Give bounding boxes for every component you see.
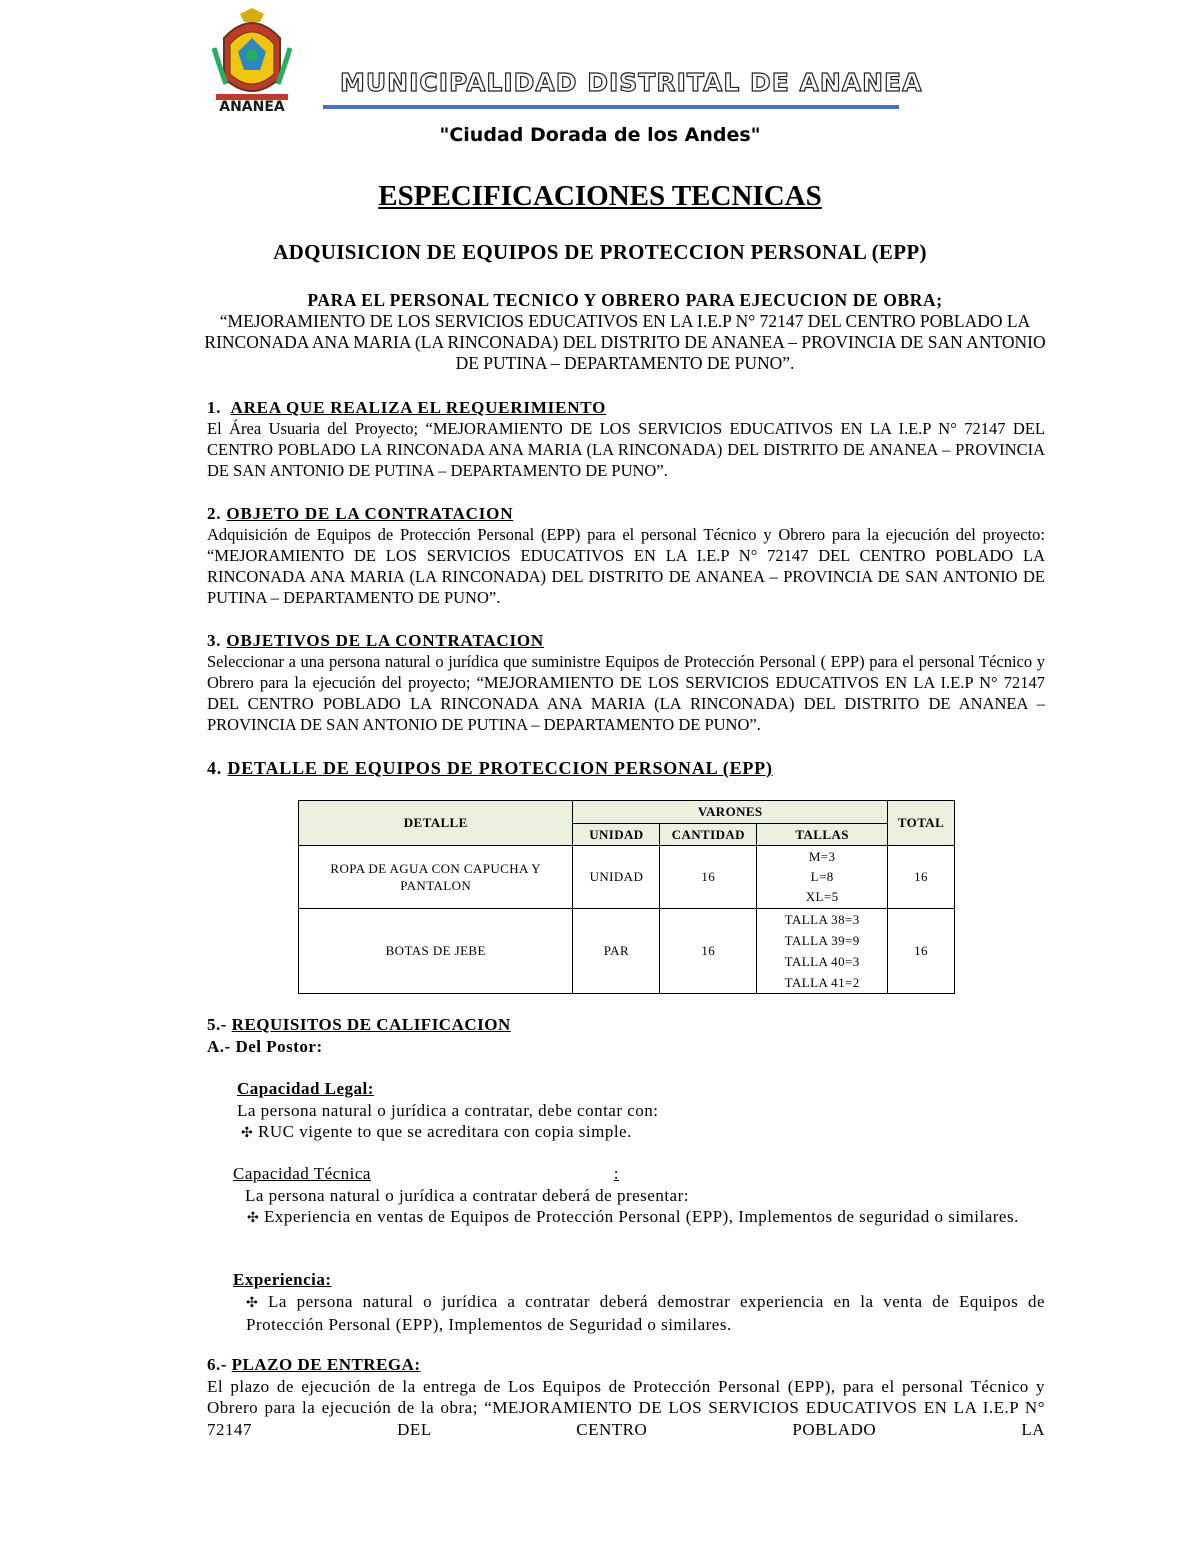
section-1-body: El Área Usuaria del Proyecto; “MEJORAMIENTO DE LOS SERVICIOS EDUCATIVOS EN LA I.E.P N° 72147 DEL CENTRO POBLADO LA RINCONADA ANA MARIA (LA RINCONADA) DEL DISTRITO DE ANANEA – PROVINCIA DE SAN ANTONIO DE PUTINA – DEPARTAMENTO DE PUNO”.	[207, 419, 1045, 480]
talla-item: TALLA 39=9	[784, 933, 860, 948]
legal-bullet: RUC vigente to que se acreditara con copia simple.	[257, 1122, 632, 1141]
section-4-heading: DETALLE DE EQUIPOS DE PROTECCION PERSONAL (EPP)	[227, 758, 773, 778]
section-2-heading: OBJETO DE LA CONTRATACION	[226, 504, 514, 523]
header-total: TOTAL	[888, 801, 955, 846]
tecnica-colon: :	[613, 1164, 619, 1183]
section-3	[207, 630, 1045, 735]
cell-detalle: ROPA DE AGUA CON CAPUCHA Y PANTALON	[299, 846, 573, 909]
section-1-heading: AREA QUE REALIZA EL REQUERIMIENTO	[230, 398, 607, 417]
experiencia	[233, 1269, 1045, 1336]
legal-text: La persona natural o jurídica a contratar, debe contar con:	[237, 1100, 659, 1120]
cell-detalle: BOTAS DE JEBE	[299, 909, 573, 994]
cell-cantidad: 16	[660, 846, 757, 909]
cell-tallas	[757, 846, 888, 909]
section-2	[207, 503, 1045, 608]
section-6-heading: PLAZO DE ENTREGA:	[231, 1355, 421, 1374]
cell-cantidad: 16	[660, 909, 757, 994]
section-3-number: 3.	[207, 631, 222, 650]
section-6	[207, 1354, 1045, 1440]
talla-item: TALLA 40=3	[784, 954, 860, 969]
section-6-body: El plazo de ejecución de la entrega de Los Equipos de Protección Personal (EPP), para el personal Técnico y Obrero para la ejecución de la obra; “MEJORAMIENTO DE LOS SERVICIOS EDUCATIVOS EN LA I.E.P N° 72147 DEL CENTRO POBLADO LA	[207, 1376, 1045, 1439]
talla-item: XL=5	[805, 889, 839, 904]
section-6-number: 6.-	[207, 1355, 227, 1374]
cell-unidad: UNIDAD	[573, 846, 660, 909]
legal-heading: Capacidad Legal:	[237, 1079, 374, 1098]
section-2-number: 2.	[207, 504, 222, 523]
section-3-heading: OBJETIVOS DE LA CONTRATACION	[226, 631, 544, 650]
table-row	[299, 846, 955, 909]
document-title: ESPECIFICACIONES TECNICAS	[378, 180, 822, 212]
header-tallas: TALLAS	[757, 824, 888, 846]
section-5	[207, 1014, 1045, 1057]
talla-item: M=3	[808, 849, 836, 864]
tecnica-text: La persona natural o jurídica a contratar deberá de presentar:	[245, 1185, 689, 1205]
section-1	[207, 397, 1045, 481]
motto: "Ciudad Dorada de los Andes"	[439, 124, 761, 146]
capacidad-tecnica	[233, 1163, 1045, 1230]
header-divider	[323, 105, 899, 109]
municipality-title: MUNICIPALIDAD DISTRITAL DE ANANEA	[340, 68, 923, 97]
bullet-icon: ✣	[247, 1211, 260, 1226]
tecnica-heading: Capacidad Técnica	[233, 1164, 371, 1183]
capacidad-legal	[237, 1078, 1045, 1145]
section-5-number: 5.-	[207, 1015, 227, 1034]
header-unidad: UNIDAD	[573, 824, 660, 846]
talla-item: L=8	[810, 869, 834, 884]
talla-item: TALLA 41=2	[784, 975, 860, 990]
header-varones: VARONES	[573, 801, 888, 824]
intro-text: “MEJORAMIENTO DE LOS SERVICIOS EDUCATIVOS EN LA I.E.P N° 72147 DEL CENTRO POBLADO LA RINCONADA ANA MARIA (LA RINCONADA) DEL DISTRITO DE ANANEA – PROVINCIA DE SAN ANTONIO DE PUTINA – DEPARTAMENTO DE PUNO”.	[204, 311, 1046, 373]
logo-label: ANANEA	[219, 99, 285, 115]
cell-total: 16	[888, 846, 955, 909]
section-4	[207, 758, 1045, 779]
experiencia-heading: Experiencia:	[233, 1270, 332, 1289]
cell-tallas	[757, 909, 888, 994]
epp-table	[298, 800, 955, 994]
intro-block	[195, 290, 1055, 374]
section-1-number: 1.	[207, 398, 222, 417]
section-2-body: Adquisición de Equipos de Protección Personal (EPP) para el personal Técnico y Obrero para la ejecución del proyecto: “MEJORAMIENTO DE LOS SERVICIOS EDUCATIVOS EN LA I.E.P N° 72147 DEL CENTRO POBLADO LA RINCONADA ANA MARIA (LA RINCONADA) DEL DISTRITO DE ANANEA – PROVINCIA DE SAN ANTONIO DE PUTINA – DEPARTAMENTO DE PUNO”.	[207, 525, 1045, 607]
section-3-body: Seleccionar a una persona natural o jurídica que suministre Equipos de Protección Personal ( EPP) para el personal Técnico y Obrero para la ejecución del proyecto; “MEJORAMIENTO DE LOS SERVICIOS EDUCATIVOS EN LA I.E.P N° 72147 DEL CENTRO POBLADO LA RINCONADA ANA MARIA (LA RINCONADA) DEL DISTRITO DE ANANEA – PROVINCIA DE SAN ANTONIO DE PUTINA – DEPARTAMENTO DE PUNO”.	[207, 652, 1045, 734]
postor-label: A.- Del Postor:	[207, 1036, 323, 1056]
cell-unidad: PAR	[573, 909, 660, 994]
section-5-heading: REQUISITOS DE CALIFICACION	[231, 1015, 511, 1034]
document-subtitle: ADQUISICION DE EQUIPOS DE PROTECCION PERSONAL (EPP)	[273, 240, 927, 264]
experiencia-bullet: La persona natural o jurídica a contratar deberá demostrar experiencia en la venta de Equipos de Protección Personal (EPP), Implementos de Seguridad o similares.	[246, 1291, 1046, 1334]
bullet-icon: ✣	[246, 1295, 259, 1311]
intro-bold: PARA EL PERSONAL TECNICO Y OBRERO PARA EJECUCION DE OBRA;	[307, 290, 943, 310]
municipality-logo	[210, 8, 294, 132]
header-cantidad: CANTIDAD	[660, 824, 757, 846]
tecnica-bullet: Experiencia en ventas de Equipos de Protección Personal (EPP), Implementos de seguridad o similares.	[263, 1207, 1019, 1226]
cell-total: 16	[888, 909, 955, 994]
header-detalle: DETALLE	[299, 801, 573, 846]
talla-item: TALLA 38=3	[784, 912, 860, 927]
bullet-icon: ✣	[241, 1126, 254, 1141]
section-4-number: 4.	[207, 758, 223, 778]
table-row	[299, 909, 955, 994]
